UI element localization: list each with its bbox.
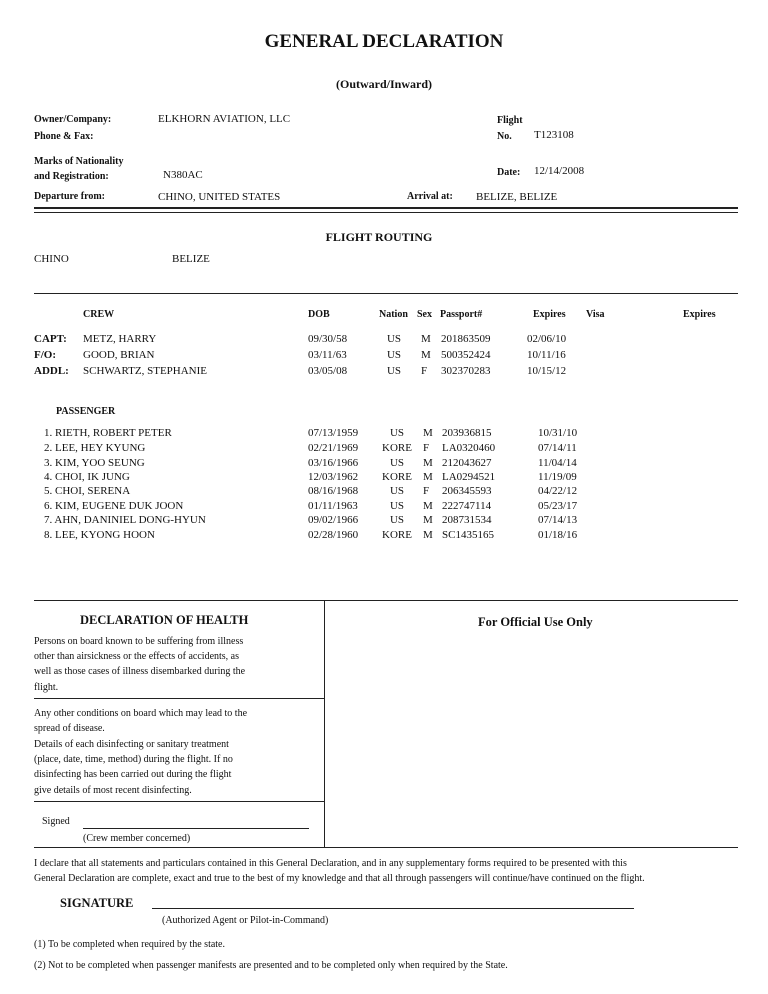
crew-dob: 03/11/63 (308, 349, 347, 361)
passenger-name: 1. RIETH, ROBERT PETER (44, 427, 172, 439)
header-divider-thin (34, 212, 738, 213)
passenger-sex: M (423, 500, 433, 512)
passenger-nation: US (389, 485, 405, 497)
passenger-nation: KORE (382, 442, 412, 454)
table-row (0, 442, 768, 457)
flight-label: Flight (497, 115, 523, 126)
routing-divider (34, 293, 738, 294)
passenger-sex: M (423, 457, 433, 469)
crew-nation: US (386, 365, 402, 377)
footnote-1: (1) To be completed when required by the state. (34, 939, 225, 950)
arrival-value: BELIZE, BELIZE (476, 191, 558, 203)
crew-sex: M (421, 333, 431, 345)
declaration-text-line2: General Declaration are complete, exact and true to the best of my knowledge and that all through passengers will continue/have continued on the flight. (34, 873, 645, 884)
passenger-sex: M (423, 471, 433, 483)
passenger-nation: US (389, 457, 405, 469)
table-row (0, 529, 768, 544)
passenger-nation: US (389, 514, 405, 526)
sex-header: Sex (417, 309, 432, 320)
header-divider-thick (34, 207, 738, 209)
crew-expires: 02/06/10 (527, 333, 567, 345)
signature-label: SIGNATURE (60, 896, 134, 910)
table-row (0, 365, 768, 381)
official-use-title: For Official Use Only (478, 615, 593, 629)
signature-line[interactable] (152, 908, 634, 909)
crew-expires: 10/15/12 (527, 365, 567, 377)
crew-sex: F (421, 365, 428, 377)
passenger-expires: 01/18/16 (538, 529, 578, 541)
crew-signature-line[interactable] (83, 828, 309, 829)
passenger-dob: 03/16/1966 (308, 457, 359, 469)
passenger-name: 4. CHOI, IK JUNG (44, 471, 130, 483)
health-section-divider-2 (34, 801, 324, 802)
passenger-expires: 05/23/17 (538, 500, 578, 512)
passenger-sex: M (423, 514, 433, 526)
passenger-passport: 206345593 (442, 485, 492, 497)
routing-title: FLIGHT ROUTING (325, 230, 433, 244)
passenger-sex: F (423, 485, 430, 497)
health-section-divider-1 (34, 698, 324, 699)
passenger-sex: F (423, 442, 430, 454)
passenger-title: PASSENGER (56, 406, 116, 417)
crew-expires: 10/11/16 (527, 349, 566, 361)
passenger-dob: 02/21/1969 (308, 442, 359, 454)
table-row (0, 349, 768, 365)
passenger-passport: SC1435165 (442, 529, 494, 541)
crew-sex: M (421, 349, 431, 361)
crew-name: GOOD, BRIAN (83, 349, 155, 361)
passenger-expires: 04/22/12 (538, 485, 578, 497)
passenger-passport: 208731534 (442, 514, 492, 526)
passenger-passport: LA0320460 (442, 442, 496, 454)
passenger-name: 8. LEE, KYONG HOON (44, 529, 155, 541)
nation-header: Nation (379, 309, 408, 320)
crew-dob: 09/30/58 (308, 333, 348, 345)
passenger-nation: KORE (382, 471, 412, 483)
departure-value: CHINO, UNITED STATES (158, 191, 281, 203)
passenger-dob: 01/11/1963 (308, 500, 358, 512)
owner-value: ELKHORN AVIATION, LLC (158, 113, 291, 125)
routing-to: BELIZE (172, 253, 210, 265)
passport-header: Passport# (440, 309, 483, 320)
passenger-dob: 12/03/1962 (308, 471, 359, 483)
passenger-expires: 11/19/09 (538, 471, 577, 483)
form-subtitle: (Outward/Inward) (335, 77, 432, 91)
crew-role: F/O: (34, 349, 56, 361)
crew-header: CREW (83, 309, 115, 320)
crew-name: METZ, HARRY (83, 333, 157, 345)
visa-expires-header: Expires (683, 309, 716, 320)
crew-dob: 03/05/08 (308, 365, 348, 377)
passenger-name: 6. KIM, EUGENE DUK JOON (44, 500, 184, 512)
marks-label-1: Marks of Nationality (34, 156, 124, 167)
health-para-disinfecting: Details of each disinfecting or sanitary treatment (place, date, time, method) during the flight. If no disinfecting has been carried out during the flight give details of most recent disinfecting. (34, 739, 233, 796)
health-para-illness: Persons on board known to be suffering from illness other than airsickness or the effects of accidents, as well as those cases of illness disembarked during the flight. (34, 636, 246, 693)
signed-label: Signed (42, 816, 70, 827)
table-row (0, 500, 768, 515)
crew-role: CAPT: (34, 333, 67, 345)
visa-header: Visa (586, 309, 605, 320)
crew-name: SCHWARTZ, STEPHANIE (83, 365, 208, 377)
health-box-divider (324, 600, 325, 847)
phone-label: Phone & Fax: (34, 131, 94, 142)
crew-passport: 201863509 (441, 333, 491, 345)
crew-passport: 302370283 (441, 365, 491, 377)
health-title: DECLARATION OF HEALTH (80, 613, 249, 627)
signed-caption: (Crew member concerned) (83, 833, 191, 844)
passenger-expires: 07/14/11 (538, 442, 577, 454)
passenger-expires: 11/04/14 (538, 457, 577, 469)
crew-nation: US (386, 349, 402, 361)
owner-label: Owner/Company: (34, 114, 112, 125)
health-box-top-border (34, 600, 738, 601)
passenger-expires: 07/14/13 (538, 514, 578, 526)
routing-from: CHINO (34, 253, 69, 265)
passenger-dob: 07/13/1959 (308, 427, 359, 439)
table-row (0, 471, 768, 486)
crew-passport: 500352424 (441, 349, 491, 361)
passenger-dob: 08/16/1968 (308, 485, 359, 497)
expires-header: Expires (533, 309, 566, 320)
passenger-passport: 212043627 (442, 457, 492, 469)
table-row (0, 333, 768, 349)
form-title: GENERAL DECLARATION (264, 31, 504, 52)
passenger-name: 3. KIM, YOO SEUNG (44, 457, 145, 469)
passenger-sex: M (423, 427, 433, 439)
passenger-dob: 02/28/1960 (308, 529, 359, 541)
table-row (0, 427, 768, 442)
health-box-bottom-border (34, 847, 738, 848)
flight-no-label: No. (497, 131, 512, 142)
passenger-passport: 203936815 (442, 427, 492, 439)
passenger-nation: US (389, 427, 405, 439)
passenger-nation: KORE (382, 529, 412, 541)
passenger-name: 5. CHOI, SERENA (44, 485, 131, 497)
marks-value: N380AC (163, 169, 203, 181)
passenger-expires: 10/31/10 (538, 427, 578, 439)
signature-caption: (Authorized Agent or Pilot-in-Command) (162, 915, 329, 926)
crew-role: ADDL: (34, 365, 69, 377)
passenger-dob: 09/02/1966 (308, 514, 359, 526)
date-value: 12/14/2008 (534, 165, 585, 177)
passenger-name: 2. LEE, HEY KYUNG (44, 442, 146, 454)
table-row (0, 485, 768, 500)
dob-header: DOB (308, 309, 330, 320)
marks-label-2: and Registration: (34, 171, 109, 182)
passenger-passport: LA0294521 (442, 471, 496, 483)
footnote-2: (2) Not to be completed when passenger manifests are presented and to be completed only when required by the State. (34, 960, 508, 971)
date-label: Date: (497, 167, 521, 178)
passenger-nation: US (389, 500, 405, 512)
declaration-text-line1: I declare that all statements and particulars contained in this General Declaration, and in any supplementary forms required to be presented with this (34, 858, 627, 869)
table-row (0, 514, 768, 529)
arrival-label: Arrival at: (407, 191, 453, 202)
crew-nation: US (386, 333, 402, 345)
passenger-sex: M (423, 529, 433, 541)
health-para-conditions: Any other conditions on board which may lead to the spread of disease. (34, 708, 248, 735)
flight-no-value: T123108 (534, 129, 574, 141)
passenger-passport: 222747114 (442, 500, 492, 512)
table-row (0, 457, 768, 472)
departure-label: Departure from: (34, 191, 105, 202)
passenger-name: 7. AHN, DANINIEL DONG-HYUN (44, 514, 206, 526)
